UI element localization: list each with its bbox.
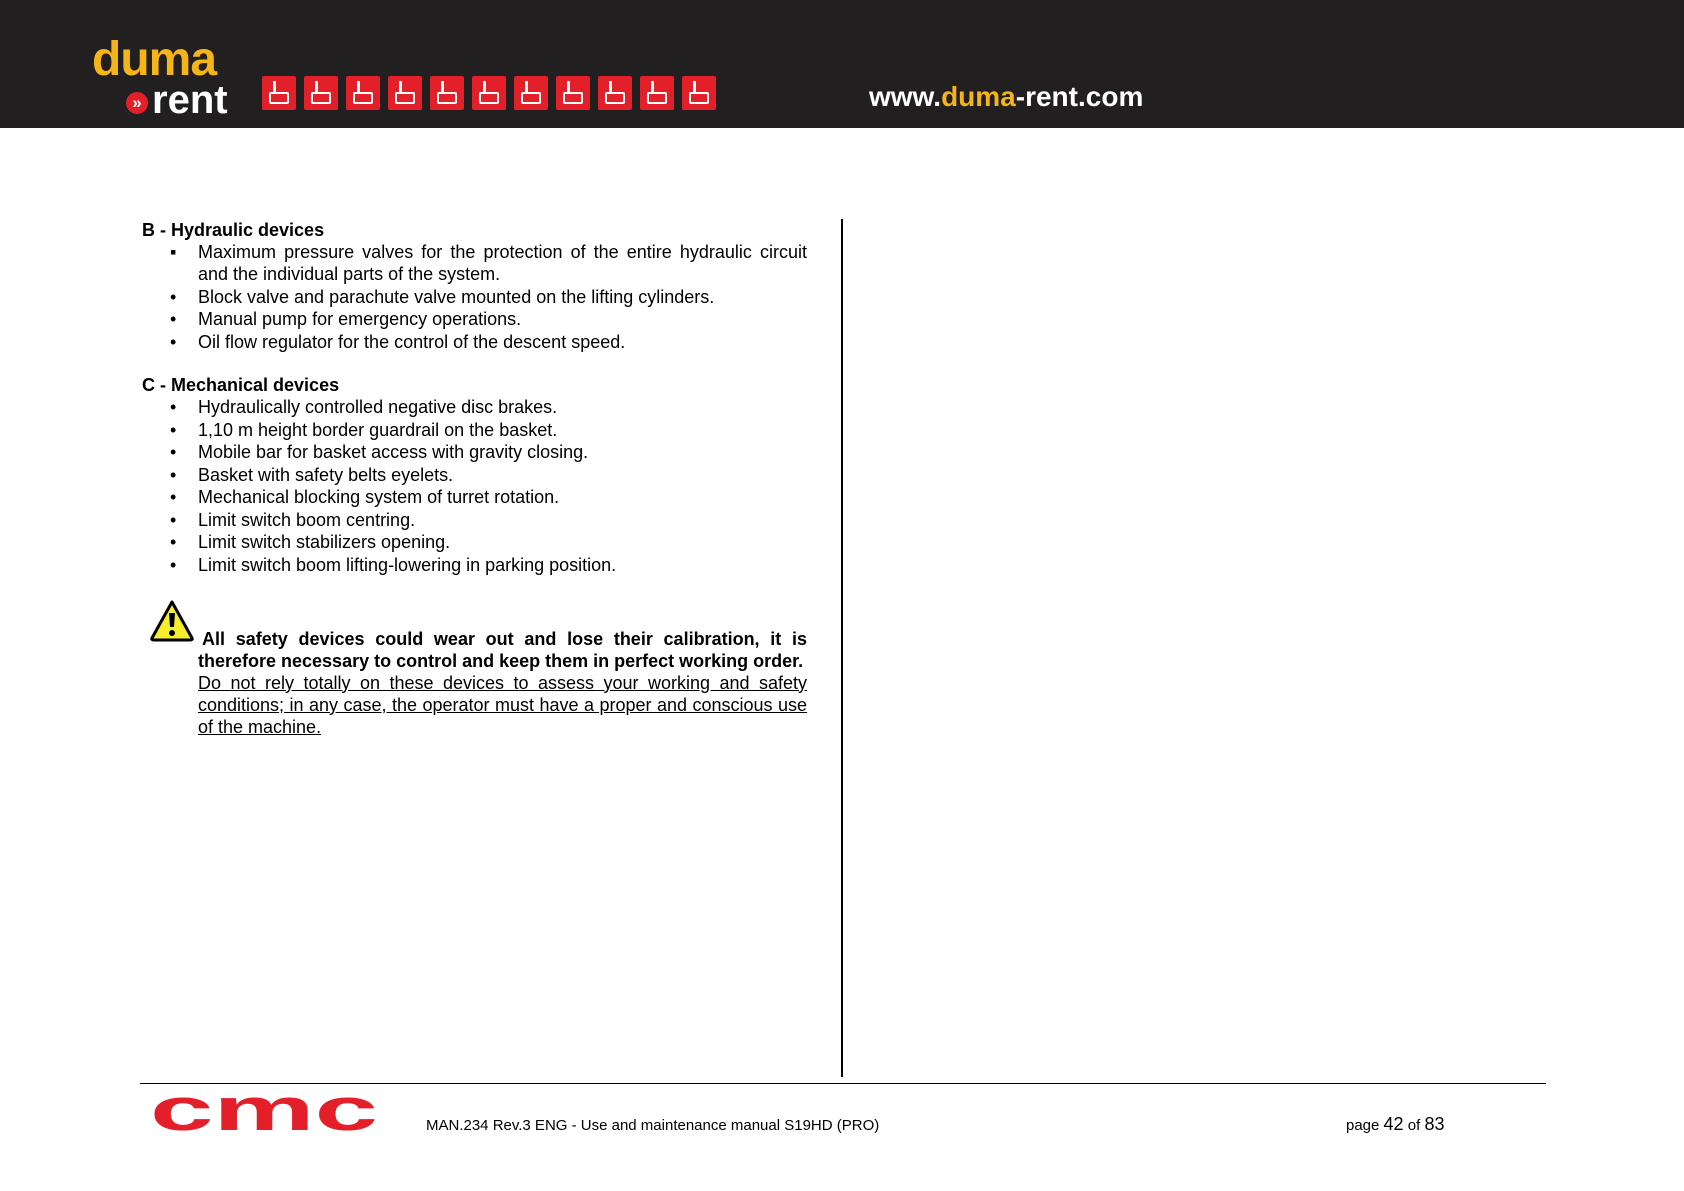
list-item: • Manual pump for emergency operations. <box>170 309 522 329</box>
list-item: • Block valve and parachute valve mounted on the lifting cylinders. <box>170 286 715 307</box>
square-bullet-icon: ▪ <box>170 242 177 262</box>
list-item: • Basket with safety belts eyelets. <box>170 464 454 485</box>
bullet-icon: • <box>170 331 177 352</box>
mini-dumper-icon <box>388 76 422 110</box>
backhoe-icon <box>430 76 464 110</box>
footer-divider <box>140 1083 1546 1084</box>
list-item: • Mobile bar for basket access with gravity closing. <box>170 442 589 462</box>
bullet-icon: • <box>170 487 177 507</box>
section-c-title: C - Mechanical devices <box>142 375 340 395</box>
telehandler-icon <box>598 76 632 110</box>
bullet-icon: • <box>170 397 177 417</box>
header-bar <box>0 0 1684 128</box>
boom-lift-icon <box>640 76 674 110</box>
document-reference: MAN.234 Rev.3 ENG - Use and maintenance manual S19HD (PRO) <box>426 1117 880 1134</box>
website-link[interactable] <box>869 80 1143 114</box>
section-b-title: B - Hydraulic devices <box>142 220 325 240</box>
website-prefix: www. <box>869 81 942 112</box>
bullet-icon: • <box>170 464 177 485</box>
bullet-icon: • <box>170 442 177 462</box>
truck-crane-icon <box>514 76 548 110</box>
main-content <box>142 219 807 738</box>
bullet-icon: • <box>170 509 177 530</box>
logo-arrow-icon: » <box>126 92 148 114</box>
safety-warning <box>142 600 807 738</box>
website-highlight: duma <box>941 81 1016 112</box>
warning-underlined-text: Do not rely totally on these devices to assess your working and safety conditions; in any case, the operator must have a proper and conscious use of the machine. <box>198 672 807 737</box>
page-total: 83 <box>1424 1114 1445 1134</box>
list-item: ▪ Maximum pressure valves for the protection of the entire hydraulic circuit and the individual parts of the system. <box>170 242 807 284</box>
page-number: page 42 of 83 <box>1346 1114 1445 1134</box>
bullet-icon: • <box>170 309 177 329</box>
section-c-list <box>142 396 807 576</box>
cmc-logo <box>150 1088 380 1132</box>
skid-loader-icon <box>262 76 296 110</box>
bullet-icon: • <box>170 532 177 552</box>
list-item: • Mechanical blocking system of turret rotation. <box>170 487 560 507</box>
page-current: 42 <box>1383 1114 1404 1134</box>
warning-triangle-icon <box>150 600 194 642</box>
list-item: • 1,10 m height border guardrail on the basket. <box>170 419 558 440</box>
list-item: • Limit switch stabilizers opening. <box>170 532 451 552</box>
roller-icon <box>472 76 506 110</box>
list-item: • Oil flow regulator for the control of the descent speed. <box>170 331 626 352</box>
excavator-icon <box>556 76 590 110</box>
website-suffix: -rent.com <box>1015 81 1144 112</box>
scissor-lift-icon <box>346 76 380 110</box>
section-b-list <box>142 241 807 353</box>
list-item: • Limit switch boom centring. <box>170 509 416 530</box>
list-item: • Limit switch boom lifting-lowering in parking position. <box>170 554 617 575</box>
warning-bold-text: All safety devices could wear out and lose their calibration, it is therefore necessary to control and keep them in perfect working order. <box>198 628 807 671</box>
bullet-icon: • <box>170 286 177 307</box>
column-divider <box>841 219 843 1077</box>
logo-duma-text: duma <box>92 33 217 86</box>
logo-rent-text: rent <box>152 78 228 122</box>
list-item: • Hydraulically controlled negative disc brakes. <box>170 397 558 417</box>
bullet-icon: • <box>170 554 177 575</box>
forklift-icon <box>304 76 338 110</box>
cmc-logo-text: cmc <box>150 1088 378 1132</box>
aerial-platform-icon <box>682 76 716 110</box>
duma-rent-logo <box>92 33 242 122</box>
bullet-icon: • <box>170 419 177 440</box>
